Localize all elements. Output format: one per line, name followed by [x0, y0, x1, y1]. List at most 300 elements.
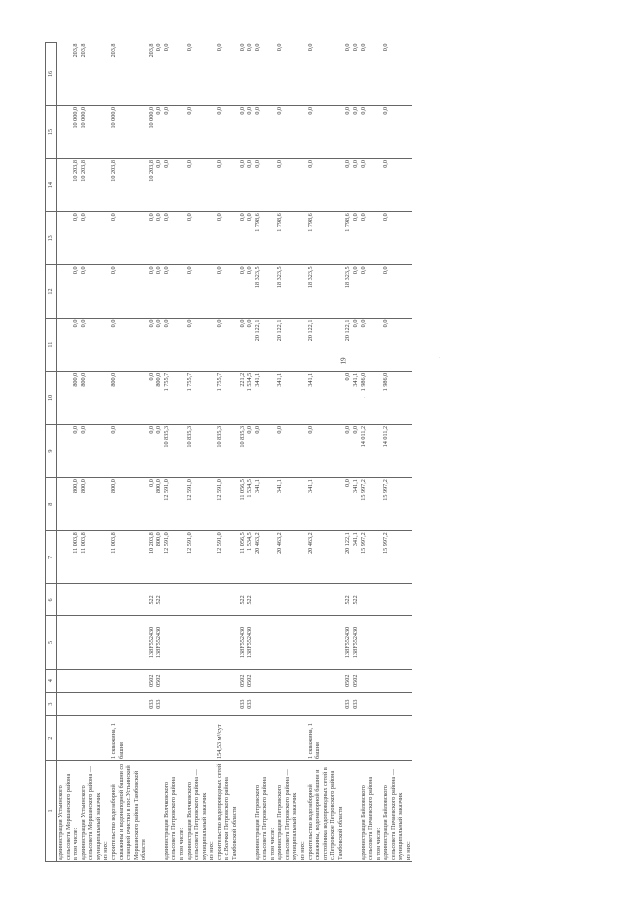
column-header-2: 2: [46, 716, 57, 761]
table-cell: 138F552430: [352, 616, 360, 669]
table-cell: 0,0: [360, 318, 375, 371]
table-cell: [102, 371, 110, 424]
table-row: [57, 43, 73, 862]
table-cell: [178, 716, 186, 761]
table-cell: 800,0: [110, 478, 148, 531]
row-label-cell: администрация Устьинского сельсовета Моршанского района — муниципальный заказчик: [80, 760, 103, 861]
table-cell: 800,0: [80, 478, 103, 531]
column-header-13: 13: [46, 212, 57, 265]
page-number: 19: [339, 357, 348, 365]
table-cell: [254, 716, 269, 761]
table-cell: 14 011,2: [382, 424, 405, 477]
table-cell: 0,0: [382, 105, 405, 158]
table-cell: 522: [352, 584, 360, 616]
table-cell: 138F552430: [246, 616, 254, 669]
table-cell: 0,0: [148, 371, 156, 424]
table-cell: [57, 105, 73, 158]
table-cell: [80, 716, 103, 761]
table-cell: [57, 531, 73, 584]
table-cell: [276, 584, 299, 616]
table-cell: 0,0: [352, 265, 360, 318]
table-cell: [178, 265, 186, 318]
table-cell: [163, 584, 178, 616]
table-cell: 1 534,5: [246, 531, 254, 584]
table-cell: 0,0: [155, 318, 163, 371]
table-cell: [163, 692, 178, 715]
table-cell: [276, 716, 299, 761]
table-cell: 15 997,2: [360, 478, 375, 531]
table-cell: [269, 669, 277, 692]
row-label-cell: администрация Петровского сельсовета Петровского района: [254, 760, 269, 861]
table-cell: [382, 616, 405, 669]
table-cell: 138F552430: [239, 616, 247, 669]
table-cell: [72, 692, 80, 715]
table-cell: [208, 318, 216, 371]
table-cell: 10 835,3: [186, 424, 209, 477]
table-cell: [269, 424, 277, 477]
table-row: [405, 43, 413, 862]
table-cell: 0,0: [276, 159, 299, 212]
table-cell: 0,0: [155, 159, 163, 212]
table-cell: [360, 616, 375, 669]
table-cell: [178, 478, 186, 531]
table-cell: 0,0: [216, 159, 239, 212]
table-cell: 0,0: [254, 424, 269, 477]
table-cell: [80, 692, 103, 715]
table-row: [246, 43, 254, 862]
table-cell: [178, 692, 186, 715]
row-label-cell: [239, 760, 247, 861]
table-cell: [375, 318, 383, 371]
table-cell: [178, 669, 186, 692]
table-cell: 0,0: [246, 318, 254, 371]
table-cell: [344, 716, 352, 761]
table-cell: [178, 584, 186, 616]
table-cell: 0,0: [307, 159, 345, 212]
table-cell: [405, 424, 413, 477]
row-label-cell: администрация Байловского сельсовета Пичаевского района — муниципальный заказчик: [382, 760, 405, 861]
table-row: [239, 43, 247, 862]
table-cell: 341,1: [254, 371, 269, 424]
table-cell: 0502: [148, 669, 156, 692]
table-cell: [72, 584, 80, 616]
table-cell: [102, 318, 110, 371]
table-cell: [178, 318, 186, 371]
table-cell: 0,0: [382, 43, 405, 106]
table-cell: 10 203,8: [72, 159, 80, 212]
table-cell: 0,0: [80, 318, 103, 371]
table-row: [344, 43, 352, 862]
column-header-8: 8: [46, 478, 57, 531]
table-cell: [102, 531, 110, 584]
table-cell: 0,0: [110, 318, 148, 371]
table-cell: 0,0: [344, 105, 352, 158]
table-cell: [178, 43, 186, 106]
table-cell: 0,0: [360, 105, 375, 158]
table-cell: 0,0: [72, 424, 80, 477]
column-header-6: 6: [46, 584, 57, 616]
table-cell: 1 скважина, 1 башня: [110, 716, 148, 761]
table-cell: [102, 616, 110, 669]
table-cell: [375, 159, 383, 212]
table-cell: [360, 584, 375, 616]
table-row: [216, 43, 239, 862]
table-cell: 0,0: [163, 105, 178, 158]
table-cell: [299, 105, 307, 158]
table-row: [72, 43, 80, 862]
table-cell: [382, 669, 405, 692]
table-cell: 14 011,2: [360, 424, 375, 477]
table-cell: [352, 716, 360, 761]
row-label-cell: [246, 760, 254, 861]
table-cell: 0,0: [276, 43, 299, 106]
table-cell: [375, 478, 383, 531]
table-cell: 12 591,0: [163, 478, 178, 531]
table-row: [382, 43, 405, 862]
table-cell: 0,0: [254, 43, 269, 106]
table-cell: [102, 265, 110, 318]
table-cell: [110, 669, 148, 692]
table-cell: [375, 716, 383, 761]
table-cell: 10 203,8: [80, 159, 103, 212]
scan-speck: ·: [438, 356, 444, 359]
table-cell: 1 534,5: [246, 478, 254, 531]
table-cell: 20 122,1: [276, 318, 299, 371]
table-cell: 138F552430: [148, 616, 156, 669]
row-label-cell: из них:: [405, 760, 413, 861]
table-cell: [405, 692, 413, 715]
table-cell: 0,0: [360, 43, 375, 106]
table-cell: [208, 159, 216, 212]
table-row: [155, 43, 163, 862]
table-row: [178, 43, 186, 862]
table-cell: 20 463,2: [254, 531, 269, 584]
table-cell: 800,0: [110, 371, 148, 424]
table-cell: [269, 716, 277, 761]
row-label-cell: в том числе:: [178, 760, 186, 861]
table-cell: 0,0: [148, 265, 156, 318]
table-cell: 18 323,5: [344, 265, 352, 318]
row-label-cell: в том числе:: [375, 760, 383, 861]
table-cell: 11 003,8: [80, 531, 103, 584]
table-row: [307, 43, 345, 862]
table-cell: [57, 669, 73, 692]
table-cell: 0,0: [186, 265, 209, 318]
table-cell: 12 591,0: [186, 478, 209, 531]
table-cell: [405, 716, 413, 761]
table-cell: [299, 318, 307, 371]
table-cell: [405, 478, 413, 531]
table-cell: [208, 212, 216, 265]
table-cell: 522: [148, 584, 156, 616]
table-cell: 11 003,8: [110, 531, 148, 584]
table-cell: 138F552430: [344, 616, 352, 669]
table-cell: [102, 105, 110, 158]
table-cell: [72, 616, 80, 669]
table-cell: [148, 716, 156, 761]
table-cell: 1 755,7: [186, 371, 209, 424]
table-cell: 0,0: [382, 318, 405, 371]
table-cell: [405, 159, 413, 212]
table-cell: 0,0: [80, 424, 103, 477]
table-cell: [269, 616, 277, 669]
table-cell: 0,0: [216, 43, 239, 106]
table-cell: 0,0: [307, 424, 345, 477]
table-cell: 10 000,0: [148, 105, 156, 158]
table-cell: 800,0: [72, 478, 80, 531]
table-cell: 0,0: [382, 265, 405, 318]
column-header-11: 11: [46, 318, 57, 371]
table-cell: 0,0: [360, 265, 375, 318]
table-cell: [208, 424, 216, 477]
table-cell: [57, 159, 73, 212]
table-cell: 341,1: [254, 478, 269, 531]
table-cell: [299, 159, 307, 212]
table-cell: 18 323,5: [307, 265, 345, 318]
table-cell: [80, 669, 103, 692]
table-cell: 0,0: [155, 265, 163, 318]
table-cell: [102, 159, 110, 212]
table-cell: [208, 584, 216, 616]
table-cell: [254, 584, 269, 616]
table-cell: 341,1: [276, 371, 299, 424]
table-cell: 0,0: [344, 478, 352, 531]
table-cell: [102, 212, 110, 265]
table-cell: [405, 318, 413, 371]
table-cell: [72, 716, 80, 761]
table-cell: [299, 371, 307, 424]
table-cell: [57, 424, 73, 477]
table-row: [352, 43, 360, 862]
table-cell: [405, 265, 413, 318]
table-cell: 0,0: [163, 159, 178, 212]
row-label-cell: [352, 760, 360, 861]
table-cell: 522: [344, 584, 352, 616]
table-cell: 0,0: [239, 318, 247, 371]
column-header-7: 7: [46, 531, 57, 584]
table-cell: 522: [155, 584, 163, 616]
table-cell: 15 997,2: [360, 531, 375, 584]
table-cell: 033: [246, 692, 254, 715]
table-cell: 341,1: [276, 478, 299, 531]
table-cell: [110, 616, 148, 669]
table-cell: 0,0: [216, 318, 239, 371]
table-cell: [360, 692, 375, 715]
table-cell: [405, 212, 413, 265]
table-cell: 1 798,6: [254, 212, 269, 265]
table-cell: [186, 616, 209, 669]
table-cell: [269, 692, 277, 715]
table-cell: 154,53 м³/сут: [216, 716, 239, 761]
table-cell: 341,1: [352, 371, 360, 424]
table-cell: 0,0: [360, 159, 375, 212]
table-cell: 10 000,0: [72, 105, 80, 158]
table-cell: [269, 318, 277, 371]
table-cell: [208, 105, 216, 158]
table-cell: [254, 616, 269, 669]
table-cell: [102, 424, 110, 477]
row-label-cell: из них:: [102, 760, 110, 861]
table-row: [375, 43, 383, 862]
table-cell: 0,0: [246, 424, 254, 477]
column-header-16: 16: [46, 43, 57, 106]
table-cell: 033: [352, 692, 360, 715]
table-cell: 0,0: [246, 212, 254, 265]
table-cell: 12 591,0: [216, 478, 239, 531]
table-cell: 0,0: [148, 212, 156, 265]
table-cell: [299, 616, 307, 669]
table-cell: 0,0: [163, 43, 178, 106]
table-cell: [80, 584, 103, 616]
column-header-9: 9: [46, 424, 57, 477]
table-cell: [186, 716, 209, 761]
table-cell: [269, 478, 277, 531]
table-cell: 800,0: [155, 531, 163, 584]
column-header-14: 14: [46, 159, 57, 212]
table-cell: [208, 478, 216, 531]
table-cell: 0,0: [246, 105, 254, 158]
table-cell: 0,0: [352, 318, 360, 371]
table-cell: 0,0: [307, 43, 345, 106]
table-cell: 0,0: [148, 478, 156, 531]
table-cell: [57, 692, 73, 715]
table-cell: 0,0: [80, 212, 103, 265]
table-cell: 0,0: [239, 265, 247, 318]
table-cell: 0502: [352, 669, 360, 692]
table-cell: 15 997,2: [382, 531, 405, 584]
table-cell: [405, 669, 413, 692]
table-cell: [299, 478, 307, 531]
table-cell: 11 003,8: [72, 531, 80, 584]
table-cell: 0,0: [254, 159, 269, 212]
table-cell: [178, 616, 186, 669]
row-label-cell: строительство водозаборной скважины, водонапорной башни и отстойника водопроводных сетей в с.Петровское Петровского района Тамбовской области: [307, 760, 345, 861]
table-cell: 0,0: [254, 105, 269, 158]
table-cell: [102, 584, 110, 616]
table-cell: 10 835,3: [239, 424, 247, 477]
table-cell: [216, 692, 239, 715]
row-label-cell: администрация Байловского сельсовета Пичаевского района: [360, 760, 375, 861]
table-cell: 0,0: [186, 212, 209, 265]
table-cell: [178, 159, 186, 212]
table-cell: [269, 584, 277, 616]
table-row: [80, 43, 103, 862]
table-cell: 10 000,0: [80, 105, 103, 158]
table-cell: [216, 669, 239, 692]
table-cell: 11 056,5: [239, 478, 247, 531]
table-cell: 0502: [344, 669, 352, 692]
table-cell: [382, 692, 405, 715]
table-cell: [405, 371, 413, 424]
table-cell: 0,0: [186, 105, 209, 158]
table-cell: [155, 716, 163, 761]
table-cell: 1 755,7: [163, 371, 178, 424]
table-row: [360, 43, 375, 862]
table-row: [102, 43, 110, 862]
table-cell: 0,0: [110, 265, 148, 318]
table-cell: [375, 371, 383, 424]
table-cell: [208, 371, 216, 424]
row-label-cell: из них:: [299, 760, 307, 861]
table-cell: [299, 43, 307, 106]
table-cell: 0,0: [360, 212, 375, 265]
table-cell: 0502: [246, 669, 254, 692]
table-cell: 0,0: [155, 424, 163, 477]
table-cell: [307, 669, 345, 692]
column-header-4: 4: [46, 669, 57, 692]
table-cell: 0,0: [239, 212, 247, 265]
table-cell: [57, 212, 73, 265]
table-cell: [375, 105, 383, 158]
table-cell: [110, 692, 148, 715]
budget-table: [45, 42, 412, 862]
table-cell: [57, 616, 73, 669]
table-cell: 033: [239, 692, 247, 715]
table-row: [269, 43, 277, 862]
table-cell: 341,1: [307, 371, 345, 424]
table-cell: [208, 43, 216, 106]
table-cell: 0,0: [186, 43, 209, 106]
table-cell: [375, 692, 383, 715]
table-cell: 0,0: [246, 43, 254, 106]
table-cell: [360, 716, 375, 761]
table-cell: [178, 424, 186, 477]
table-cell: [299, 265, 307, 318]
column-header-15: 15: [46, 105, 57, 158]
table-cell: 1 798,6: [307, 212, 345, 265]
table-cell: 20 463,2: [307, 531, 345, 584]
table-cell: 20 122,1: [307, 318, 345, 371]
table-cell: 0,0: [186, 159, 209, 212]
column-header-5: 5: [46, 616, 57, 669]
table-cell: 0502: [155, 669, 163, 692]
table-cell: [178, 531, 186, 584]
table-cell: 0,0: [110, 212, 148, 265]
table-cell: 0,0: [72, 318, 80, 371]
table-cell: [375, 265, 383, 318]
table-cell: 800,0: [155, 478, 163, 531]
row-label-cell: в том числе:: [72, 760, 80, 861]
table-cell: 033: [344, 692, 352, 715]
scan-speck: ·: [363, 396, 369, 399]
table-cell: 0,0: [344, 371, 352, 424]
table-cell: [246, 716, 254, 761]
table-cell: 203,8: [148, 43, 156, 106]
table-row: [186, 43, 209, 862]
table-cell: [254, 692, 269, 715]
table-cell: 0,0: [239, 105, 247, 158]
table-row: [110, 43, 148, 862]
table-cell: [57, 371, 73, 424]
table-cell: 0,0: [352, 424, 360, 477]
table-cell: [239, 716, 247, 761]
table-cell: [375, 669, 383, 692]
table-cell: [57, 265, 73, 318]
table-cell: [382, 716, 405, 761]
table-cell: 522: [246, 584, 254, 616]
table-cell: [405, 105, 413, 158]
table-cell: 800,0: [72, 371, 80, 424]
table-cell: 033: [148, 692, 156, 715]
table-cell: [216, 584, 239, 616]
table-cell: [208, 692, 216, 715]
table-cell: [178, 212, 186, 265]
column-number-row: [46, 43, 57, 862]
table-cell: [299, 584, 307, 616]
column-header-1: 1: [46, 760, 57, 861]
table-cell: [382, 584, 405, 616]
table-cell: [163, 616, 178, 669]
